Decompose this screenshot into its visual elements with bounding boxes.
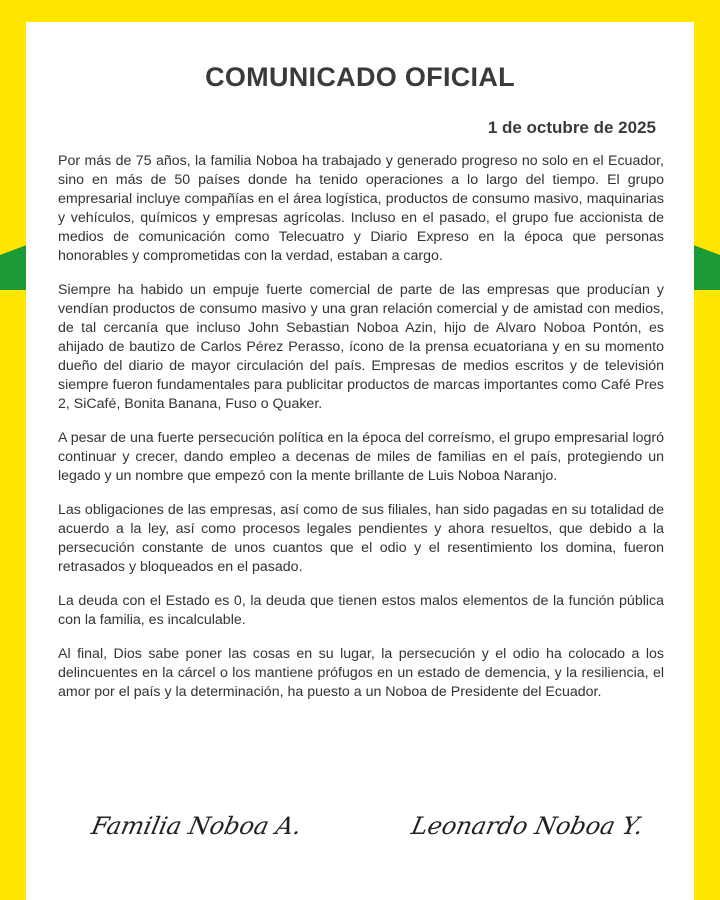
paragraph: Siempre ha habido un empuje fuerte comercial de parte de las empresas que producían y vendían productos de consumo masivo y una gran relación comercial y de amistad con medios, de tal cercanía que incluso John Sebastian Noboa Azin, hijo de Alvaro Noboa Pontón, es ahijado de bautizo de Carlos Pérez Perasso, ícono de la prensa ecuatoriana y en su momento dueño del diario de mayor circulación del país. Empresas de medios escritos y de televisión siempre fueron fundamentales para publicitar productos de marcas importantes como Café Pres 2, SiCafé, Bonita Banana, Fuso o Quaker. [58,282,664,412]
signature-leonardo: Leonardo Noboa Y. [409,812,646,840]
paragraph: Las obligaciones de las empresas, así como de sus filiales, han sido pagadas en su totalidad de acuerdo a la ley, así como procesos legales pendientes y ahora resueltos, que debido a la persecución constante de unos cuantos que el odio y el resentimiento los domina, fueron retrasados y bloqueados en el pasado. [58,502,664,575]
letter-paper [26,22,694,806]
paragraph: Al final, Dios sabe poner las cosas en su lugar, la persecución y el odio ha colocado a los delincuentes en la cárcel o los mantiene prófugos en un estado de demencia, y la resiliencia, el amor por el país y la determinación, ha puesto a un Noboa de Presidente del Ecuador. [58,646,664,700]
paragraph: La deuda con el Estado es 0, la deuda que tienen estos malos elementos de la función pública con la familia, es incalculable. [58,593,664,628]
paragraph: Por más de 75 años, la familia Noboa ha trabajado y generado progreso no solo en el Ecuador, sino en más de 50 países donde ha tenido operaciones a lo largo del tiempo. El grupo empresarial incluye compañías en el área logística, productos de consumo masivo, maquinarias y vehículos, químicos y empresas agrícolas. Incluso en el pasado, el grupo fue accionista de medios de comunicación como Telecuatro y Diario Expreso en la época que personas honorables y comprometidas con la verdad, estaban a cargo. [58,153,664,264]
document-body [58,152,664,717]
paragraph: A pesar de una fuerte persecución política en la época del correísmo, el grupo empresarial logró continuar y crecer, dando empleo a decenas de miles de familias en el país, protegiendo un legado y un nombre que empezó con la mente brillante de Luis Noboa Naranjo. [58,430,664,484]
document-title: COMUNICADO OFICIAL [205,62,515,92]
signature-familia: Familia Noboa A. [89,812,305,840]
document-date: 1 de octubre de 2025 [487,118,656,137]
